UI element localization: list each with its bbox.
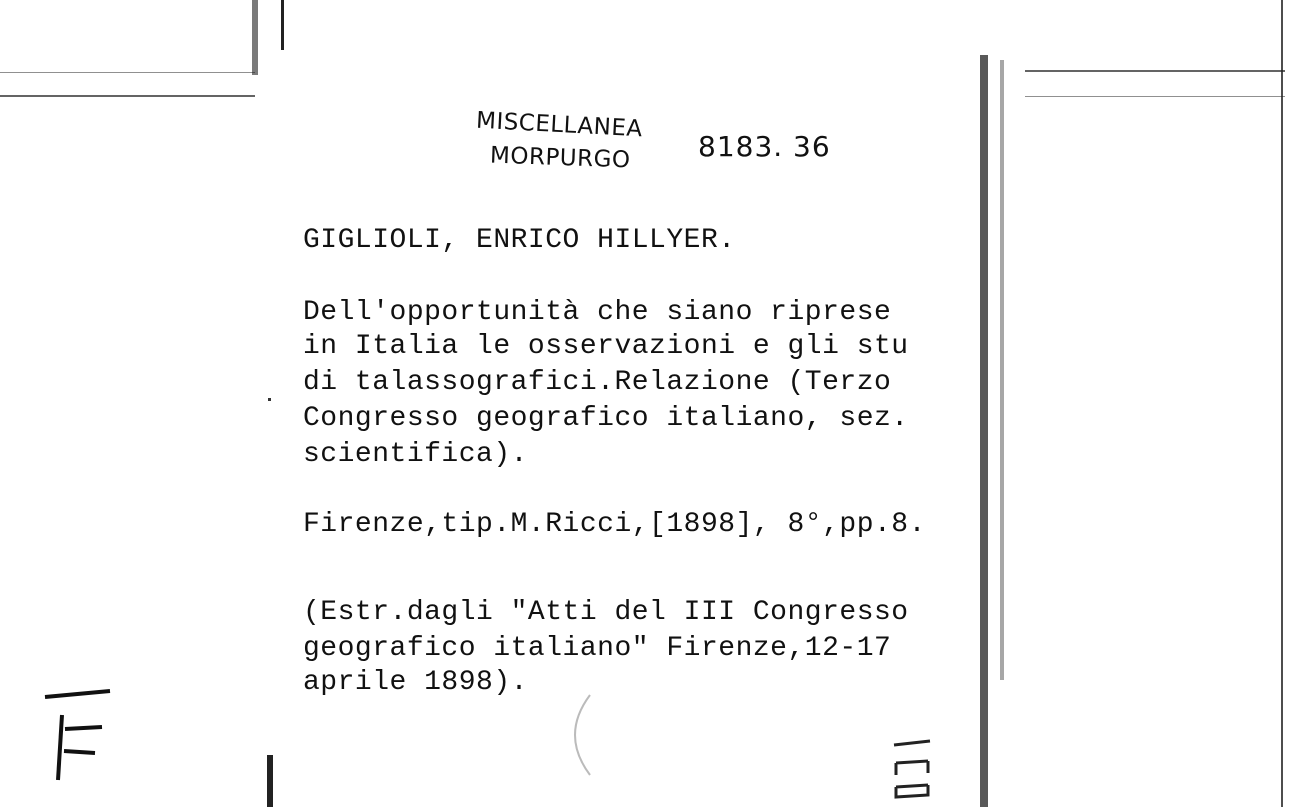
note-line: aprile 1898). (303, 667, 528, 698)
faint-arc-icon (560, 690, 600, 780)
top-left-edge-line (0, 95, 255, 97)
author-heading: GIGLIOLI, ENRICO HILLYER. (303, 225, 736, 256)
far-right-edge (1281, 0, 1283, 807)
call-number: 8183. 36 (698, 130, 831, 163)
bottom-left-mark (267, 755, 273, 807)
left-margin-speck (268, 398, 271, 401)
title-line: in Italia le osservazioni e gli stu (303, 331, 909, 362)
note-line: geografico italiano" Firenze,12-17 (303, 633, 892, 664)
top-right-dashed-line (1025, 96, 1285, 97)
card-top-left-border (281, 0, 284, 50)
title-line: di talassografici.Relazione (Terzo (303, 367, 892, 398)
title-line: Dell'opportunità che siano riprese (303, 297, 892, 328)
title-line: Congresso geografico italiano, sez. (303, 403, 909, 434)
card-right-inner-edge (1000, 60, 1004, 680)
collection-stamp-line1: MISCELLANEA (475, 107, 644, 143)
rotated-stamp-mark-icon (882, 735, 942, 805)
title-line: scientifica). (303, 439, 528, 470)
card-right-border (980, 55, 988, 807)
note-line: (Estr.dagli "Atti del III Congresso (303, 597, 909, 628)
collection-stamp-line2: MORPURGO (489, 142, 631, 174)
handwritten-mark-icon (40, 685, 120, 785)
imprint-line: Firenze,tip.M.Ricci,[1898], 8°,pp.8. (303, 509, 926, 540)
top-left-dashed-line (0, 72, 255, 73)
card-top-left-edge (252, 0, 258, 75)
top-right-edge-line (1025, 70, 1285, 72)
